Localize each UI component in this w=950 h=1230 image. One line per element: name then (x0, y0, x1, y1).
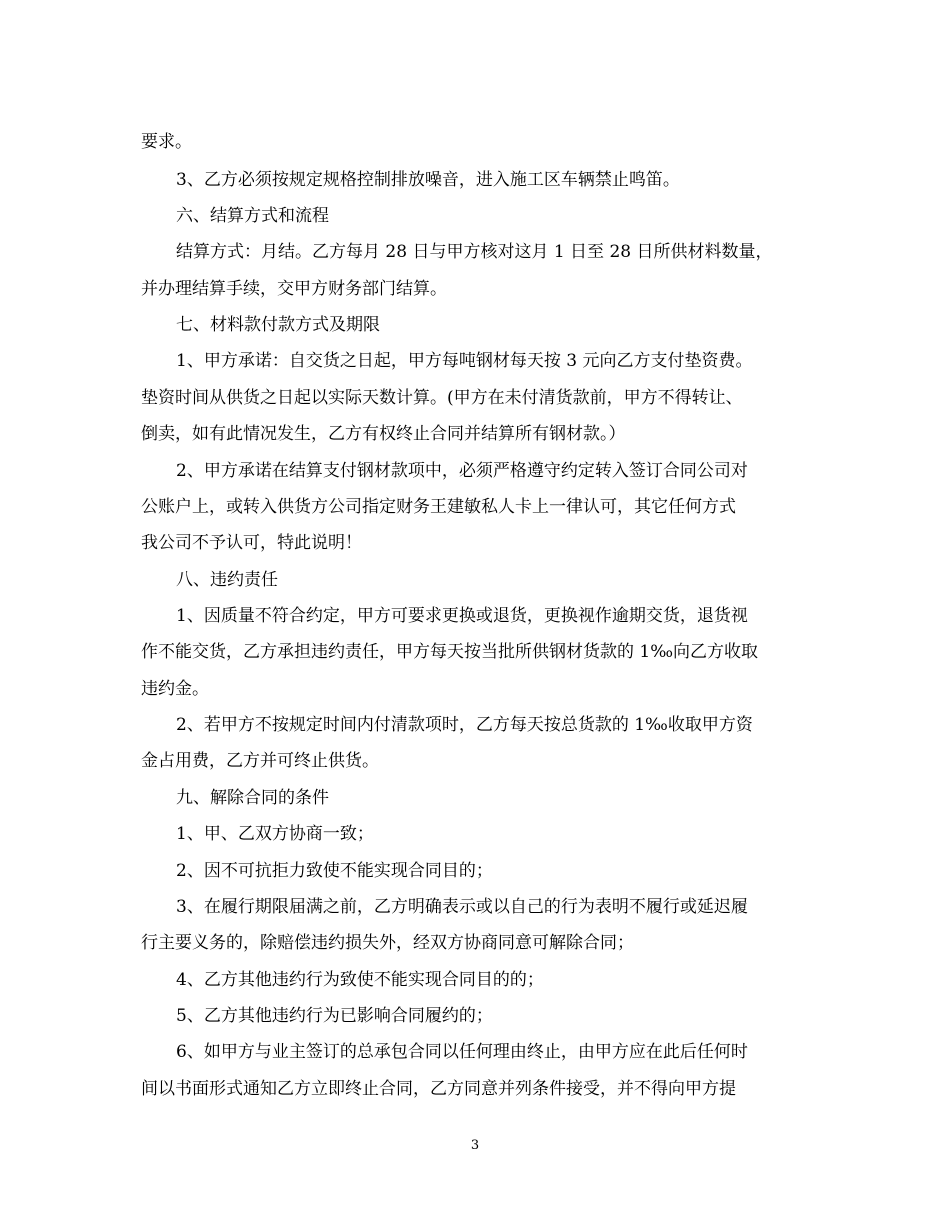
body-text-line: 1、甲、乙双方协商一致； (176, 824, 374, 844)
body-text-line: 违约金。 (141, 679, 209, 699)
body-text-line: 作不能交货，乙方承担违约责任，甲方每天按当批所供钢材货款的 1‰向乙方收取 (141, 642, 759, 662)
body-text-line: 1、因质量不符合约定，甲方可要求更换或退货，更换视作逾期交货，退货视 (176, 606, 748, 626)
body-text-line: 2、因不可抗拒力致使不能实现合同目的； (176, 861, 493, 881)
body-text-line: 1、甲方承诺：自交货之日起，甲方每吨钢材每天按 3 元向乙方支付垫资费。 (176, 351, 753, 371)
body-text-line: 倒卖，如有此情况发生，乙方有权终止合同并结算所有钢材款。） (141, 424, 626, 444)
body-text-line: 3、乙方必须按规定规格控制排放噪音，进入施工区车辆禁止鸣笛。 (176, 170, 680, 190)
section-heading: 七、材料款付款方式及期限 (176, 315, 380, 335)
body-text-line: 公账户上，或转入供货方公司指定财务王建敏私人卡上一律认可，其它任何方式 (141, 497, 736, 517)
body-text-line: 2、甲方承诺在结算支付钢材款项中，必须严格遵守约定转入签订合同公司对 (176, 461, 748, 481)
body-text-line: 并办理结算手续，交甲方财务部门结算。 (141, 279, 447, 299)
body-text-line: 4、乙方其他违约行为致使不能实现合同目的的； (176, 970, 544, 990)
body-text-line: 2、若甲方不按规定时间内付清款项时，乙方每天按总货款的 1‰收取甲方资 (176, 715, 753, 735)
body-text-line: 结算方式：月结。乙方每月 28 日与甲方核对这月 1 日至 28 日所供材料数量， (176, 242, 773, 262)
body-text-line: 金占用费，乙方并可终止供货。 (141, 751, 379, 771)
section-heading: 九、解除合同的条件 (176, 788, 329, 808)
section-heading: 六、结算方式和流程 (176, 206, 329, 226)
body-text-line: 5、乙方其他违约行为已影响合同履约的； (176, 1006, 493, 1026)
body-text-line: 要求。 (141, 132, 192, 152)
body-text-line: 6、如甲方与业主签订的总承包合同以任何理由终止，由甲方应在此后任何时 (176, 1042, 748, 1062)
body-text-line: 行主要义务的，除赔偿违约损失外，经双方协商同意可解除合同； (141, 933, 634, 953)
section-heading: 八、违约责任 (176, 570, 278, 590)
body-text-line: 间以书面形式通知乙方立即终止合同，乙方同意并列条件接受，并不得向甲方提 (141, 1079, 736, 1099)
page-number: 3 (470, 1138, 480, 1153)
body-text-line: 我公司不予认可，特此说明！ (141, 533, 362, 553)
body-text-line: 垫资时间从供货之日起以实际天数计算。(甲方在未付清货款前，甲方不得转让、 (141, 388, 743, 408)
body-text-line: 3、在履行期限届满之前，乙方明确表示或以自己的行为表明不履行或延迟履 (176, 897, 748, 917)
